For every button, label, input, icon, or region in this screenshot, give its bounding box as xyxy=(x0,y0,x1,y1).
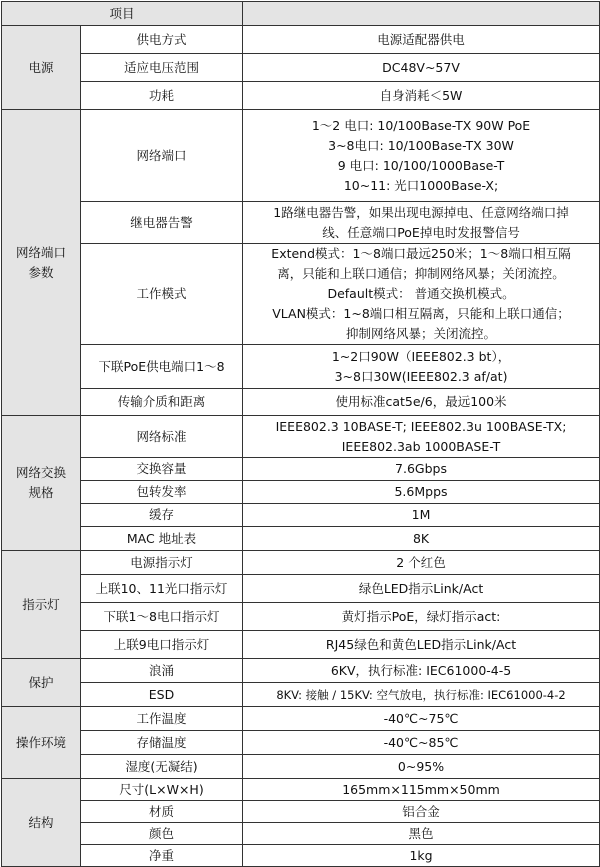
table-row xyxy=(2,755,600,779)
table-row xyxy=(2,416,600,458)
row-label: 包转发率 xyxy=(81,481,243,504)
row-value: DC48V~57V xyxy=(243,54,600,82)
row-label: 工作温度 xyxy=(81,707,243,731)
table-row xyxy=(2,845,600,867)
header-item-label: 项目 xyxy=(2,2,243,26)
row-value: 自身消耗＜5W xyxy=(243,82,600,110)
row-label: 存储温度 xyxy=(81,731,243,755)
row-label: 上联10、11光口指示灯 xyxy=(81,575,243,603)
row-label: 继电器告警 xyxy=(81,202,243,244)
row-label: 网络标准 xyxy=(81,416,243,458)
value-line: 3~8电口: 10/100Base-TX 30W xyxy=(328,137,514,153)
row-value-relay xyxy=(243,202,600,244)
table-row xyxy=(2,823,600,845)
value-line: IEEE802.3 10BASE-T; IEEE802.3u 100BASE-TX; xyxy=(275,418,567,434)
value-line: VLAN模式：1~8端口相互隔离，只能和上联口通信； xyxy=(272,306,570,321)
row-label: 适应电压范围 xyxy=(81,54,243,82)
row-label: 下联PoE供电端口1～8 xyxy=(81,345,243,389)
row-label: 电源指示灯 xyxy=(81,551,243,575)
category-line: 网络端口 xyxy=(15,244,66,260)
table-row xyxy=(2,527,600,551)
table-row xyxy=(2,458,600,481)
category-indicators: 指示灯 xyxy=(2,551,81,659)
table-row xyxy=(2,779,600,801)
value-line: 1~2口90W（IEEE802.3 bt）， xyxy=(331,348,511,364)
row-value: 8K xyxy=(243,527,600,551)
value-line: Extend模式：1～8端口最远250米；1～8端口相互隔 xyxy=(271,246,571,261)
row-label: MAC 地址表 xyxy=(81,527,243,551)
value-line: 离，只能和上联口通信；抑制网络风暴；关闭流控。 xyxy=(277,266,565,281)
row-value: 铝合金 xyxy=(243,801,600,823)
category-line: 规格 xyxy=(28,485,54,500)
row-value-poe xyxy=(243,345,600,389)
row-value: -40℃~85℃ xyxy=(243,731,600,755)
table-row xyxy=(2,26,600,54)
row-label: 供电方式 xyxy=(81,26,243,54)
table-row xyxy=(2,683,600,707)
table-row xyxy=(2,345,600,389)
header-value-label xyxy=(243,2,600,26)
row-value: 6KV，执行标准: IEC61000-4-5 xyxy=(243,659,600,683)
table-row xyxy=(2,731,600,755)
value-line: 线、任意端口PoE掉电时发报警信号 xyxy=(322,224,520,240)
header-row xyxy=(2,2,600,26)
value-line: 3~8口30W(IEEE802.3 af/at) xyxy=(334,368,508,384)
row-value: 7.6Gbps xyxy=(243,458,600,481)
row-value: 绿色LED指示Link/Act xyxy=(243,575,600,603)
row-value: 8KV: 接触 / 15KV: 空气放电，执行标准: IEC61000-4-2 xyxy=(243,683,600,707)
table-row xyxy=(2,801,600,823)
row-value-standard xyxy=(243,416,600,458)
spec-table xyxy=(1,1,600,867)
category-environment: 操作环境 xyxy=(2,707,81,779)
category-power: 电源 xyxy=(2,26,81,110)
value-line: 1～2 电口: 10/100Base-TX 90W PoE xyxy=(311,117,531,133)
category-line: 网络交换 xyxy=(15,465,66,480)
value-line: 9 电口: 10/100/1000Base-T xyxy=(337,157,505,173)
row-value: 165mm×115mm×50mm xyxy=(243,779,600,801)
table-row xyxy=(2,481,600,504)
table-row xyxy=(2,603,600,631)
row-value-ports xyxy=(243,110,600,202)
category-line: 参数 xyxy=(28,264,54,280)
table-row xyxy=(2,110,600,202)
table-row xyxy=(2,82,600,110)
row-value: 使用标准cat5e/6，最远100米 xyxy=(243,389,600,416)
row-value-mode xyxy=(243,244,600,345)
table-row xyxy=(2,631,600,659)
row-label: 交换容量 xyxy=(81,458,243,481)
table-row xyxy=(2,575,600,603)
row-label: 湿度(无凝结) xyxy=(81,755,243,779)
row-label: 颜色 xyxy=(81,823,243,845)
table-row xyxy=(2,551,600,575)
table-row xyxy=(2,504,600,527)
category-structure: 结构 xyxy=(2,779,81,867)
row-value: -40℃~75℃ xyxy=(243,707,600,731)
row-label: 浪涌 xyxy=(81,659,243,683)
value-line: 抑制网络风暴；关闭流控。 xyxy=(346,326,497,341)
table-row xyxy=(2,707,600,731)
table-row xyxy=(2,244,600,345)
table-row xyxy=(2,202,600,244)
row-label: 功耗 xyxy=(81,82,243,110)
row-value: 5.6Mpps xyxy=(243,481,600,504)
row-label: ESD xyxy=(81,683,243,707)
row-value: 0~95% xyxy=(243,755,600,779)
row-value: 1M xyxy=(243,504,600,527)
row-label: 缓存 xyxy=(81,504,243,527)
row-label: 传输介质和距离 xyxy=(81,389,243,416)
row-value: 2 个红色 xyxy=(243,551,600,575)
row-value: 1kg xyxy=(243,845,600,867)
row-label: 尺寸(L×W×H) xyxy=(81,779,243,801)
value-line: 1路继电器告警，如果出现电源掉电、任意网络端口掉 xyxy=(273,204,569,220)
value-line: Default模式： 普通交换机模式。 xyxy=(327,286,515,301)
category-protection: 保护 xyxy=(2,659,81,707)
category-switching xyxy=(2,416,81,551)
row-label: 材质 xyxy=(81,801,243,823)
row-value: 黄灯指示PoE，绿灯指示act: xyxy=(243,603,600,631)
row-value: RJ45绿色和黄色LED指示Link/Act xyxy=(243,631,600,659)
row-label: 工作模式 xyxy=(81,244,243,345)
table-row xyxy=(2,659,600,683)
row-label: 网络端口 xyxy=(81,110,243,202)
row-label: 下联1～8电口指示灯 xyxy=(81,603,243,631)
row-label: 上联9电口指示灯 xyxy=(81,631,243,659)
row-value: 电源适配器供电 xyxy=(243,26,600,54)
row-value: 黑色 xyxy=(243,823,600,845)
category-network-ports xyxy=(2,110,81,416)
value-line: IEEE802.3ab 1000BASE-T xyxy=(341,438,501,454)
table-row xyxy=(2,389,600,416)
row-label: 净重 xyxy=(81,845,243,867)
table-row xyxy=(2,54,600,82)
value-line: 10~11: 光口1000Base-X; xyxy=(343,177,499,193)
